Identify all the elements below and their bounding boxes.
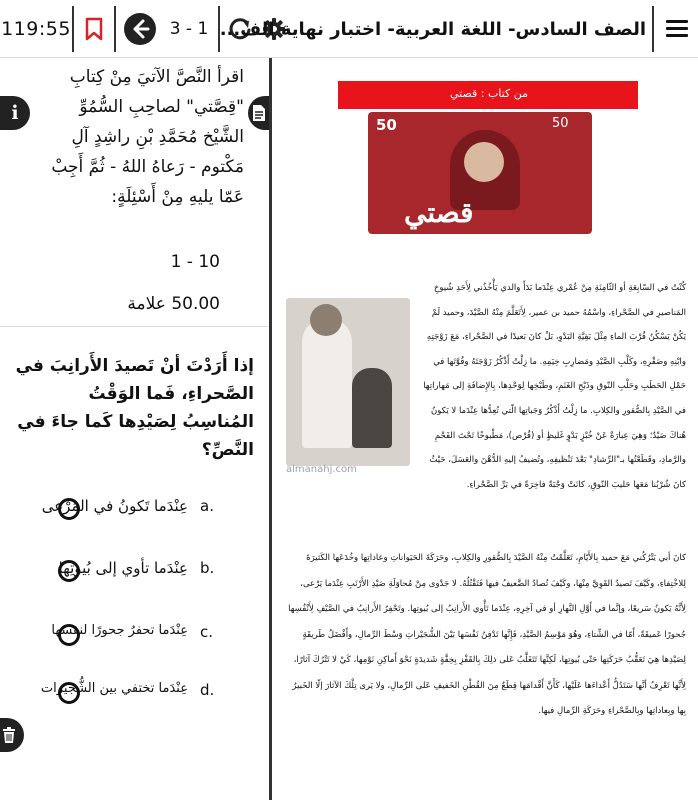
divider — [652, 6, 654, 52]
page-indicator-text: 3 - 1 — [169, 19, 209, 39]
passage-banner — [338, 81, 638, 109]
question-panel — [0, 58, 270, 800]
question-text: إذا أَرَدْتَ أنْ تَصيدَ الأَرانِبَ في الصَّحراءِ، فَما الوَقْتُ المُناسِبُ لِصَيْدِها كَما جاءَ في النَّصِّ؟ — [15, 356, 254, 460]
trash-icon — [2, 727, 16, 743]
option-a[interactable] — [0, 494, 250, 524]
divider — [114, 6, 116, 52]
option-letter: c. — [200, 623, 214, 641]
back-button[interactable] — [120, 0, 160, 58]
page-indicator — [160, 0, 218, 58]
document-icon — [252, 104, 266, 122]
archive-photo — [286, 298, 410, 466]
book-badge-small: 50 — [552, 116, 569, 131]
banner-label: من كتاب : قصتي — [449, 87, 528, 100]
clear-answer-button[interactable] — [0, 718, 24, 752]
passage-toggle-button[interactable] — [248, 96, 270, 130]
option-c[interactable] — [0, 620, 250, 650]
face-shape — [464, 142, 504, 182]
bookmark-button[interactable] — [74, 0, 114, 58]
exam-title — [219, 0, 646, 58]
option-text: عِنْدَما تَكونُ في المَرْعى — [41, 497, 188, 515]
option-text: عِنْدَما تأوي إلى بُيوتِها — [58, 559, 188, 577]
exam-title-text: الصف السادس- اللغة العربية- اختبار نهاية الف... — [219, 18, 646, 40]
top-bar — [0, 0, 698, 58]
option-b[interactable] — [0, 556, 250, 586]
passage-panel — [272, 58, 698, 800]
option-text: عِنْدَما تختفي بين الشُّجيرات — [40, 681, 188, 696]
question-points: 50.00 علامة — [127, 294, 220, 314]
info-icon: i — [11, 102, 19, 124]
book-title: قصتي — [404, 196, 474, 229]
menu-button[interactable] — [656, 0, 698, 58]
book-cover-image — [368, 112, 592, 234]
watermark-text: almanahj.com — [286, 464, 357, 475]
option-d[interactable] — [0, 678, 250, 708]
option-letter: d. — [200, 681, 215, 699]
passage-paragraph-2: كانَ أبي يَتْرُكُني مَعَ حميد بِالأَيّامِ، تَعَلَّمْتُ مِنْهُ الصَّيْدَ بِالصُّقورِ والكِلابِ، وحَرَكَةَ الحَيَواناتِ وعاداتِها وخُدَعَها الكَثيرَةَ لِلاخْتِفاءِ، وكَيْفَ تَصيدُ القَوِيَّ مِنْها، وكَيْفَ تُصادُ الضَّعيفُ فيها فَتَقْتُلُهُ. لا جَدْوى مِنْ مُحاوَلَةِ صَيْدِ الأَرْنَبِ عِنْدَما يَرْعى، لِأَنَّهُ يَكونُ سَريعًا، وإنَّما في أَوَّلِ النَّهارِ أو في آخِرِهِ، عِنْدَما تَأْوي الأَرانِبُ إلى بُيوتِها. وتَحْفِرُ الأَرانِبُ في الصَّيْفِ لِأَنْفُسِها جُحورًا عَميقَةً، أَمّا في الشِّتاءِ، وهُوَ مَوْسِمُ الصَّيْدِ، فَإِنَّها تَدْفِنُ نَفْسَها بَيْنَ الشُّجَيْراتِ وَسْطَ الرِّمالِ، وأَفْضَلُ طَريقَةٍ لِصَيْدِها هِيَ تَعَقُّبُ حَرَكَتِها حَتّى بُيوتِها، لَكِنَّها تَتَغَلَّبُ عَلى ذلِكَ بِالقَفْزِ بِخِفَّةٍ شَديدَةٍ نَحْوَ أَماكِنِ نَوْمِها، كَيْ لا تَتْرُكَ آثارًا، لِأَنَّها تَعْرِفُ أنَّها سَتَدُلُّ أَعْداءَها عَلَيْها، كَأَنَّ أَقْدامَها قِطَعٌ مِنَ القُطْنِ الخَفيفِ عَلى الرِّمالِ، ولا يَرى تِلْكَ الآثارَ إلّا الخَبيرُ بِها وبِعاداتِها وبِالصَّحْراءِ وحَرَكَةِ الرِّمالِ فيها. — [288, 553, 686, 716]
timer-text: 119:55 — [1, 18, 71, 40]
arrow-left-icon — [123, 12, 157, 46]
separator — [0, 326, 269, 327]
option-letter: b. — [200, 559, 215, 577]
timer — [0, 0, 72, 58]
menu-icon — [666, 20, 688, 38]
bookmark-icon — [84, 17, 104, 41]
book-badge: 50 — [376, 116, 397, 134]
paragraph-1-text: كُنْتُ في السّابِعَةِ أو الثّامِنَةِ مِنْ عُمْري عِنْدَما بَدَأَ والدي يَأْخُذُني لِأَحَدِ شُيوخِ المَناصيرِ في الصَّحْراءِ، واسْمُهُ حميد بن عمير، لِأَتَعَلَّمَ مِنْهُ الصَّيْدَ، وحميد لَمْ يَكُنْ يَسْكُنُ قُرْبَ الماءِ مِثْلَ بَقِيَّةِ البَدْوِ، بَلْ كانَ بَعيدًا في الصَّحْراءِ، مَعَ زَوْجَتِهِ وابْنِهِ وصَقْرِهِ، وكَلْبِ الصَّيْدِ ومَضارِبِ خِيَمِهِ. ما زِلْتُ أَذْكُرُ زَوْجَتَهُ وقُوَّتَها في حَمْلِ الحَطَبِ وحَلْبِ النّوقِ وذَبْحِ الغَنَمِ، وطَبْخِها لِوَحْدِها، بِالإِضافَةِ إلى مَهاراتِها في الصَّيْدِ بِالصُّقورِ والكِلابِ. ما زِلْتُ أَذْكُرُ وَجَباتِها الّتي تُعِدُّها عِنْدَما لا يَكونُ هُناكَ صَيْدٌ؛ وَهِيَ عِبارَةٌ عَنْ خُبْزٍ بَدْوٍ غَليظٍ أو (قُرْص)، مَطْبوخًا تَحْتَ الفَحْمِ والرَّمادِ، وقَطَعْتُها بـ"الرِّشادِ" بَعْدَ تَنْظيفِهِ، وتُضيفُ إليهِ الدُّهْنَ والعَسَلَ، حَيْثُ كانَ شُرْبُنا مَعَها حَليبَ النّوقِ، كانَتْ وَجْبَةً فاخِرَةً في بَرِّ الصَّحْراءِ. — [423, 283, 686, 490]
option-letter: a. — [200, 497, 214, 515]
option-text: عِنْدَما تحفرُ جحورًا لنفسها — [51, 623, 188, 638]
instruction-text: اقرأ النَّصَّ الآتيَ مِنْ كِتابِ "قِصَّتي" لصاحِبِ السُّمُوِّ الشَّيْخ مُحَمَّدِ بْنِ راشِدٍ آلِ مَكْتوم - رَعاهُ اللهُ - ثُمَّ أَجِبْ عَمّا يليهِ مِنْ أَسْئِلَةٍ: — [51, 67, 244, 207]
info-button[interactable] — [0, 96, 30, 130]
question-range: 10 - 1 — [170, 252, 220, 272]
